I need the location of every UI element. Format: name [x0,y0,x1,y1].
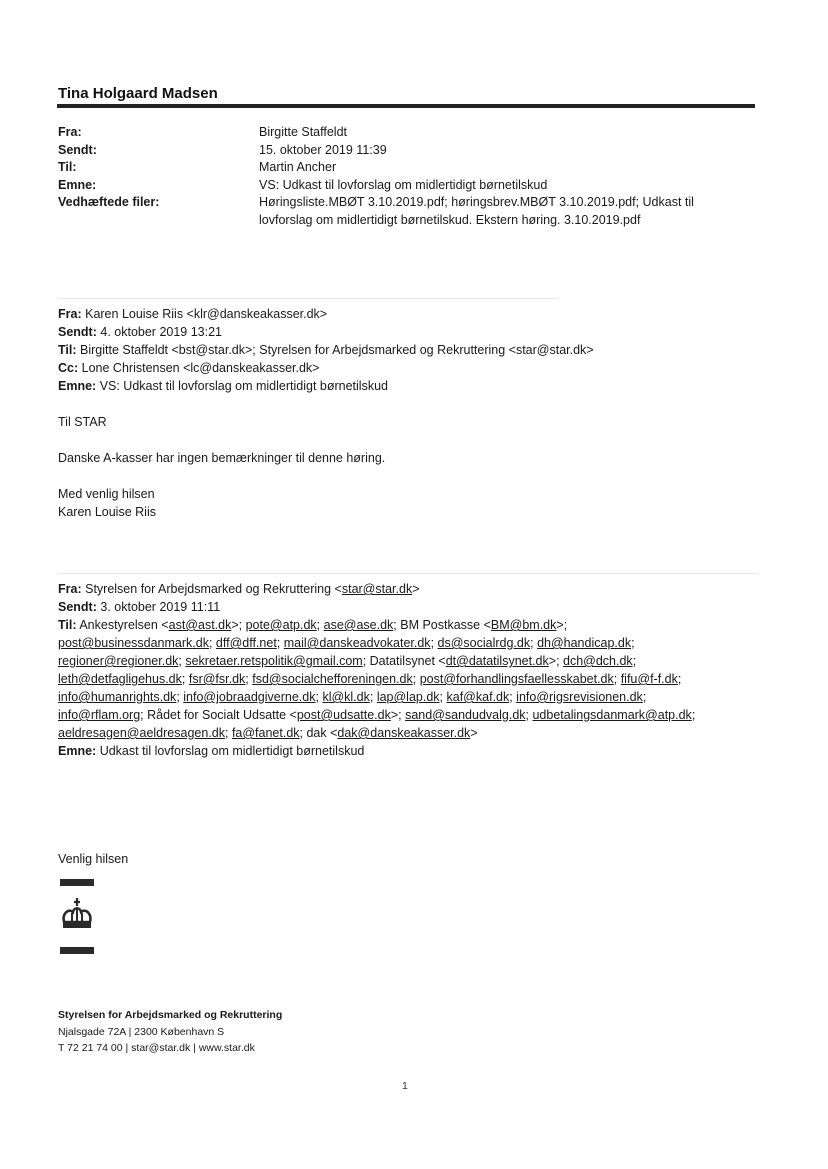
email-link[interactable]: aeldresagen@aeldresagen.dk [58,726,225,740]
crown-logo-icon [60,878,96,958]
email-link[interactable]: kaf@kaf.dk [446,690,510,704]
email-link[interactable]: pote@atp.dk [245,618,317,632]
subject-value: Udkast til lovforslag om midlertidigt børnetilskud [99,744,365,758]
email-link[interactable]: mail@danskeadvokater.dk [283,636,431,650]
email-link[interactable]: BM@bm.dk [490,618,557,632]
email-link[interactable]: ds@socialrdg.dk [437,636,531,650]
recipient-text: ; [369,690,377,704]
title-rule [57,104,755,108]
cc-line [58,359,594,377]
header-label: Emne: [58,177,97,192]
document-title: Tina Holgaard Madsen [58,85,218,102]
recipient-list [58,616,695,742]
to-line [58,670,695,688]
email-link[interactable]: lap@lap.dk [376,690,440,704]
recipient-text: ; [525,708,533,722]
recipient-text: ; [613,672,621,686]
email-link[interactable]: dff@dff.net [215,636,277,650]
email-link[interactable]: dak@danskeakasser.dk [337,726,471,740]
to-line [58,616,695,634]
recipient-text: ; [176,690,184,704]
from-label: Fra: [58,307,82,321]
email-link[interactable]: dt@datatilsynet.dk [445,654,549,668]
header-value: Martin Ancher [259,160,337,174]
from-label: Fra: [58,582,82,596]
sent-label: Sendt: [58,325,97,339]
recipient-text: >; [556,618,568,632]
recipient-text: >; [548,654,564,668]
separator-line [58,298,558,299]
subject-label: Emne: [58,379,97,393]
email-link[interactable]: regioner@regioner.dk [58,654,179,668]
separator-line [58,573,758,574]
forwarded-message-1 [58,305,594,521]
subject-line [58,377,594,395]
email-link[interactable]: star@star.dk [341,582,413,596]
email-link[interactable]: fsr@fsr.dk [188,672,246,686]
recipient-text: ; [245,672,253,686]
cc-value: Lone Christensen <lc@danskeakasser.dk> [81,361,320,375]
subject-line [58,742,695,760]
recipient-text: ; [430,636,438,650]
sent-line [58,598,695,616]
sender-signature: Karen Louise Riis [58,505,156,519]
recipient-text: ; [316,618,324,632]
header-value: VS: Udkast til lovforslag om midlertidigt børnetilskud [259,177,548,192]
recipient-text: ; [642,690,647,704]
sent-value: 3. oktober 2019 11:11 [100,600,221,614]
email-link[interactable]: udbetalingsdanmark@atp.dk [532,708,692,722]
from-value: Karen Louise Riis <klr@danskeakasser.dk> [85,307,328,321]
to-line [58,688,695,706]
page-number: 1 [402,1080,408,1092]
sent-line [58,323,594,341]
recipient-text: ; [439,690,447,704]
email-link[interactable]: info@jobraadgiverne.dk [183,690,316,704]
forwarded-message-2 [58,580,695,760]
recipient-text: ; [178,654,186,668]
recipient-text: ; Rådet for Socialt Udsatte < [140,708,297,722]
recipient-text: ; BM Postkasse < [393,618,491,632]
recipient-text: ; [632,654,637,668]
body-text: Danske A-kasser har ingen bemærkninger til denne høring. [58,451,386,465]
greeting: Til STAR [58,415,107,429]
to-line [58,341,594,359]
recipient-text: ; [631,636,635,650]
email-link[interactable]: sand@sandudvalg.dk [405,708,526,722]
email-link[interactable]: sekretaer.retspolitik@gmail.com [185,654,363,668]
email-link[interactable]: fa@fanet.dk [231,726,300,740]
email-link[interactable]: info@humanrights.dk [58,690,177,704]
cc-label: Cc: [58,361,79,375]
email-link[interactable]: leth@detfagligehus.dk [58,672,182,686]
closing: Venlig hilsen [58,852,129,866]
from-suffix: > [412,582,420,596]
recipient-text: >; [231,618,246,632]
email-link[interactable]: kl@kl.dk [322,690,370,704]
recipient-text: ; [181,672,189,686]
email-link[interactable]: dh@handicap.dk [537,636,632,650]
recipient-text: Ankestyrelsen < [79,618,169,632]
from-line [58,305,594,323]
recipient-text: ; Datatilsynet < [362,654,446,668]
recipient-text: ; [224,726,232,740]
attachments-value[interactable]: Høringsliste.MBØT 3.10.2019.pdf; høringsbrev.MBØT 3.10.2019.pdf; Udkast til lovforslag om midlertidigt børnetilskud. Ekstern høring. 3.10.2019.pdf [259,195,694,227]
recipient-text: ; dak < [299,726,338,740]
email-link[interactable]: ast@ast.dk [168,618,232,632]
to-label: Til: [58,618,77,632]
from-line [58,580,695,598]
email-link[interactable]: ase@ase.dk [323,618,394,632]
email-link[interactable]: fsd@socialchefforeningen.dk [252,672,413,686]
header-value: Birgitte Staffeldt [259,125,348,139]
to-line [58,724,695,742]
to-label: Til: [58,343,77,357]
organization-address: Njalsgade 72A | 2300 København S [58,1025,225,1038]
recipient-text: ; [412,672,420,686]
recipient-text: ; [677,672,682,686]
email-link[interactable]: post@businessdanmark.dk [58,636,209,650]
recipient-text: ; [315,690,323,704]
header-label: Vedhæftede filer: [58,195,160,209]
subject-label: Emne: [58,744,97,758]
to-line [58,634,695,652]
email-link[interactable]: info@rigsrevisionen.dk [516,690,643,704]
recipient-text: ; [208,636,216,650]
subject-value: VS: Udkast til lovforslag om midlertidigt børnetilskud [99,379,388,393]
recipient-text: ; [530,636,538,650]
email-link[interactable]: dch@dch.dk [563,654,633,668]
email-link[interactable]: post@udsatte.dk [296,708,391,722]
email-link[interactable]: info@rflam.org [58,708,141,722]
header-value: 15. oktober 2019 11:39 [259,142,387,157]
from-name: Styrelsen for Arbejdsmarked og Rekruttering < [85,582,342,596]
organization-signature [58,1007,282,1057]
sent-label: Sendt: [58,600,97,614]
header-label: Fra: [58,125,82,139]
header-label: Til: [58,160,77,174]
recipient-text: ; [276,636,284,650]
recipient-text: ; [691,708,696,722]
to-line [58,706,695,724]
organization-name: Styrelsen for Arbejdsmarked og Rekruttering [58,1009,283,1021]
recipient-text: > [470,726,478,740]
email-link[interactable]: fifu@f-f.dk [620,672,678,686]
sent-value: 4. oktober 2019 13:21 [100,325,222,339]
to-value: Birgitte Staffeldt <bst@star.dk>; Styrelsen for Arbejdsmarked og Rekruttering <star@star.dk> [80,343,594,357]
closing: Med venlig hilsen [58,487,155,501]
to-line [58,652,695,670]
recipient-text: >; [390,708,406,722]
header-label: Sendt: [58,142,97,157]
recipient-text: ; [509,690,517,704]
email-link[interactable]: post@forhandlingsfaellesskabet.dk [419,672,614,686]
organization-contact: T 72 21 74 00 | star@star.dk | www.star.dk [58,1042,255,1054]
